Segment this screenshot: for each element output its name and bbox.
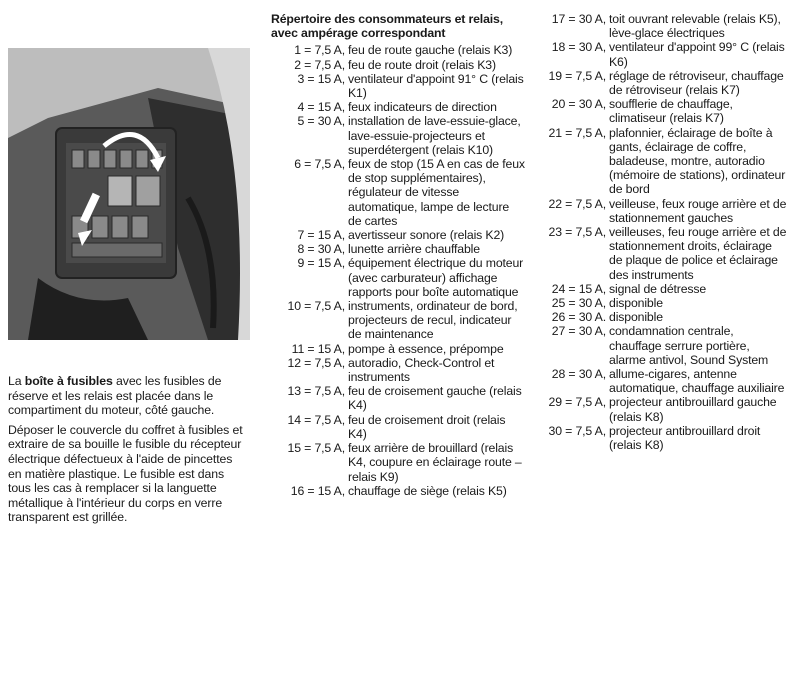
fuse-description: équipement électrique du moteur (avec carburateur) affichage rapports pour boîte automatique — [348, 256, 524, 299]
fuse-box-illustration — [8, 48, 250, 340]
fuse-number: 28 = 30 A, — [551, 367, 606, 382]
fuse-description: soufflerie de chauffage, climatiseur (relais K7) — [609, 97, 733, 126]
fuse-list-1 — [263, 43, 525, 498]
fuse-number: 17 = 30 A, — [551, 12, 606, 26]
fuse-number: 24 = 15 A, — [551, 281, 606, 296]
fuse-number: 26 = 30 A. — [551, 310, 606, 325]
caption-paragraph-2: Déposer le couvercle du coffret à fusibles et extraire de sa bouille le fusible du récepteur électrique défectueux à l'aide de pincettes en matière plastique. Le fusible est dans tous les cas à remplacer si la languette métallique à l'intérieur du corps en verre transparent est grillée. — [8, 422, 243, 525]
fuse-number: 22 = 7,5 A, — [548, 196, 606, 211]
fuse-entry — [263, 342, 525, 356]
fuse-number: 25 = 30 A, — [551, 296, 606, 311]
fuse-description: feux de stop (15 A en cas de feux de stop supplémentaires), régulateur de vitesse automatique, lampe de lecture de cartes — [348, 157, 525, 228]
fuse-number: 9 = 15 A, — [297, 256, 345, 271]
fuse-description: signal de détresse — [609, 281, 707, 296]
fuse-entry — [530, 296, 788, 310]
fuse-description: pompe à essence, prépompe — [348, 341, 504, 356]
fuse-description: feux arrière de brouillard (relais K4, coupure en éclairage route – relais K9) — [348, 441, 522, 484]
fuse-description: feux indicateurs de direction — [348, 100, 497, 115]
fuse-entry — [530, 225, 788, 282]
fuse-number: 18 = 30 A, — [551, 40, 606, 55]
fuse-entry — [530, 40, 788, 68]
fuse-number: 5 = 30 A, — [297, 114, 345, 129]
fuse-number: 14 = 7,5 A, — [287, 412, 345, 427]
fuse-description: autoradio, Check-Control et instruments — [348, 355, 495, 385]
fuse-entry — [530, 395, 788, 423]
fuse-description: lunette arrière chauffable — [348, 242, 480, 257]
fuse-entry — [263, 242, 525, 256]
fuse-entry — [530, 69, 788, 97]
fuse-number: 27 = 30 A, — [551, 324, 606, 339]
caption-paragraph-1: La boîte à fusibles avec les fusibles de réserve et les relais est placée dans le compartiment du moteur, côté gauche. — [8, 374, 222, 418]
fuse-number: 1 = 7,5 A, — [294, 43, 345, 58]
fuse-entry — [263, 100, 525, 114]
fuse-description: chauffage de siège (relais K5) — [348, 483, 507, 498]
fuse-entry — [263, 413, 525, 441]
fuse-list-2 — [530, 12, 788, 452]
fuse-entry — [530, 310, 788, 324]
fuse-number: 8 = 30 A, — [297, 242, 345, 257]
fuse-entry — [530, 126, 788, 197]
fuse-number: 13 = 7,5 A, — [287, 384, 345, 399]
fuse-description: projecteur antibrouillard droit (relais K8) — [609, 423, 761, 453]
fuse-entry — [530, 424, 788, 452]
fuse-entry — [263, 114, 525, 157]
fuse-entry — [530, 324, 788, 367]
caption — [8, 374, 248, 530]
fuse-description: feu de croisement droit (relais K4) — [348, 412, 506, 441]
fuse-description: avertisseur sonore (relais K2) — [348, 228, 505, 243]
fuse-number: 20 = 30 A, — [551, 97, 606, 112]
fuse-entry — [263, 228, 525, 242]
fuse-description: allume-cigares, antenne automatique, chauffage auxiliaire — [609, 367, 785, 396]
fuse-entry — [530, 97, 788, 125]
fuse-entry — [263, 157, 525, 228]
fuse-description: ventilateur d'appoint 91° C (relais K1) — [348, 71, 524, 101]
fuse-number: 16 = 15 A, — [290, 483, 345, 498]
fuse-entry — [263, 299, 525, 342]
fuse-entry — [263, 356, 525, 384]
fuse-description: disponible — [609, 310, 663, 325]
fuse-list-column-2 — [530, 12, 788, 452]
fuse-description: feu de route gauche (relais K3) — [348, 43, 513, 58]
fuse-number: 11 = 15 A, — [291, 341, 345, 356]
fuse-description: projecteur antibrouillard gauche (relais K8) — [609, 395, 777, 424]
fuse-entry — [263, 384, 525, 412]
fuse-list-column-1 — [263, 12, 525, 498]
fuse-number: 23 = 7,5 A, — [548, 225, 606, 240]
fuse-number: 3 = 15 A, — [297, 71, 345, 86]
fuse-entry — [263, 72, 525, 100]
fuse-description: toit ouvrant relevable (relais K5), lève-glace électriques — [609, 12, 781, 41]
fuse-number: 4 = 15 A, — [297, 100, 345, 115]
fuse-number: 12 = 7,5 A, — [287, 355, 345, 370]
fuse-number: 2 = 7,5 A, — [294, 57, 345, 72]
fuse-description: ventilateur d'appoint 99° C (relais K6) — [609, 40, 785, 69]
fuse-number: 7 = 15 A, — [297, 228, 345, 243]
fuse-entry — [263, 256, 525, 299]
fuse-number: 10 = 7,5 A, — [287, 299, 345, 314]
fuse-number: 21 = 7,5 A, — [548, 125, 606, 140]
fuse-entry — [530, 282, 788, 296]
fuse-description: plafonnier, éclairage de boîte à gants, éclairage de coffre, baladeuse, montre, autoradio (mémoire de stations), ordinateur de bord — [609, 125, 786, 197]
fuse-number: 30 = 7,5 A, — [548, 423, 606, 438]
fuse-description: réglage de rétroviseur, chauffage de rétroviseur (relais K7) — [609, 68, 784, 98]
fuse-description: instruments, ordinateur de bord, projecteurs de recul, indicateur de maintenance — [348, 299, 518, 342]
fuse-number: 6 = 7,5 A, — [294, 157, 345, 172]
fuse-number: 29 = 7,5 A, — [548, 395, 606, 410]
fuse-box-photo — [8, 48, 250, 340]
fuse-entry — [263, 58, 525, 72]
fuse-entry — [530, 12, 788, 40]
fuse-entry — [530, 197, 788, 225]
fuse-entry — [263, 441, 525, 484]
fuse-entry — [530, 367, 788, 395]
caption-bold-term: boîte à fusibles — [24, 374, 113, 388]
fuse-number: 15 = 7,5 A, — [287, 441, 345, 456]
fuse-entry — [263, 43, 525, 57]
fuse-description: feu de route droit (relais K3) — [348, 57, 496, 72]
fuse-description: veilleuse, feux rouge arrière et de stationnement gauches — [609, 196, 787, 225]
fuse-description: condamnation centrale, chauffage serrure portière, alarme antivol, Sound System — [609, 324, 769, 367]
fuse-description: installation de lave-essuie-glace, lave-essuie-projecteurs et superdétergent (relais K10) — [348, 114, 521, 157]
fuse-entry — [263, 484, 525, 498]
fuse-description: disponible — [609, 296, 663, 311]
fuse-description: veilleuses, feu rouge arrière et de stationnement droits, éclairage de plaque de police et éclairage des instruments — [609, 225, 787, 282]
list-heading: Répertoire des consommateurs et relais, avec ampérage correspondant — [271, 12, 503, 41]
fuse-description: feu de croisement gauche (relais K4) — [348, 384, 522, 413]
fuse-number: 19 = 7,5 A, — [548, 68, 606, 83]
